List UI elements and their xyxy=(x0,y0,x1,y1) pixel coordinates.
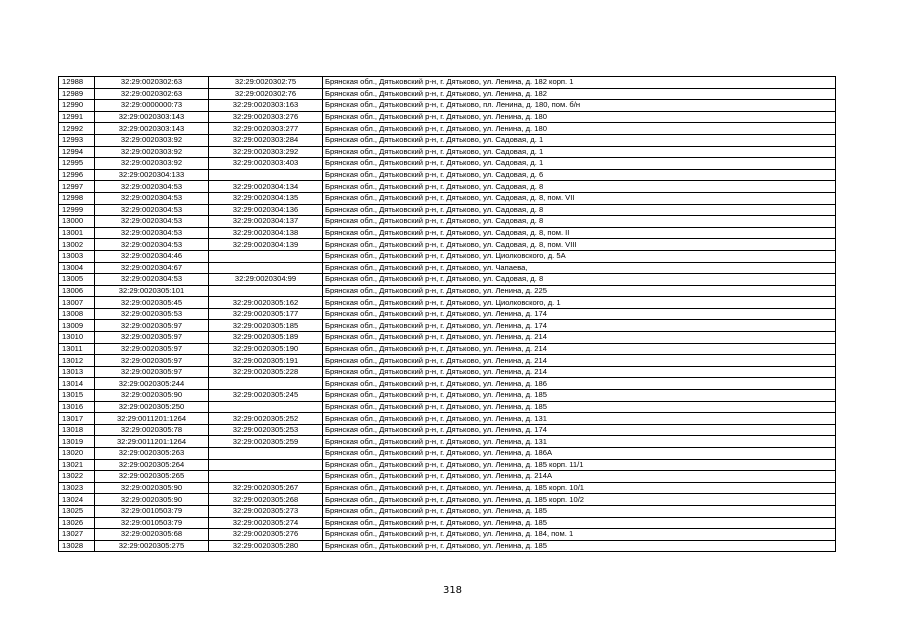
address-cell: Брянская обл., Дятьковский р-н, г. Дятьково, ул. Ленина, д. 131 xyxy=(323,436,836,448)
address-cell: Брянская обл., Дятьковский р-н, г. Дятьково, ул. Ленина, д. 180 xyxy=(323,123,836,135)
table-row xyxy=(59,401,836,413)
address-cell: Брянская обл., Дятьковский р-н, г. Дятьково, ул. Ленина, д. 225 xyxy=(323,285,836,297)
cadastral-number-cell: 32:29:0020305:250 xyxy=(95,401,209,413)
row-number-cell: 13003 xyxy=(59,250,95,262)
cadastral-number-cell: 32:29:0010503:79 xyxy=(95,505,209,517)
row-number-cell: 13025 xyxy=(59,505,95,517)
object-number-cell: 32:29:0020305:274 xyxy=(209,517,323,529)
row-number-cell: 13021 xyxy=(59,459,95,471)
table-row xyxy=(59,216,836,228)
table-row xyxy=(59,471,836,483)
cadastral-number-cell: 32:29:0020305:90 xyxy=(95,494,209,506)
cadastral-number-cell: 32:29:0020304:53 xyxy=(95,216,209,228)
table-row xyxy=(59,424,836,436)
address-cell: Брянская обл., Дятьковский р-н, г. Дятьково, ул. Ленина, д. 185 xyxy=(323,390,836,402)
row-number-cell: 12996 xyxy=(59,169,95,181)
address-cell: Брянская обл., Дятьковский р-н, г. Дятьково, ул. Ленина, д. 182 корп. 1 xyxy=(323,77,836,89)
address-cell: Брянская обл., Дятьковский р-н, г. Дятьково, ул. Ленина, д. 214 xyxy=(323,355,836,367)
row-number-cell: 13008 xyxy=(59,308,95,320)
cadastral-number-cell: 32:29:0020305:90 xyxy=(95,482,209,494)
cadastral-number-cell: 32:29:0020305:264 xyxy=(95,459,209,471)
row-number-cell: 13013 xyxy=(59,366,95,378)
object-number-cell: 32:29:0020302:76 xyxy=(209,88,323,100)
table-row xyxy=(59,274,836,286)
object-number-cell xyxy=(209,401,323,413)
address-cell: Брянская обл., Дятьковский р-н, г. Дятьково, ул. Садовая, д. 8 xyxy=(323,274,836,286)
object-number-cell: 32:29:0020305:245 xyxy=(209,390,323,402)
object-number-cell: 32:29:0020303:277 xyxy=(209,123,323,135)
address-cell: Брянская обл., Дятьковский р-н, г. Дятьково, ул. Ленина, д. 174 xyxy=(323,320,836,332)
object-number-cell: 32:29:0020305:268 xyxy=(209,494,323,506)
cadastral-number-cell: 32:29:0020304:53 xyxy=(95,181,209,193)
address-cell: Брянская обл., Дятьковский р-н, г. Дятьково, ул. Циолковского, д. 1 xyxy=(323,297,836,309)
object-number-cell: 32:29:0020305:185 xyxy=(209,320,323,332)
object-number-cell: 32:29:0020305:273 xyxy=(209,505,323,517)
row-number-cell: 13009 xyxy=(59,320,95,332)
cadastral-number-cell: 32:29:0011201:1264 xyxy=(95,436,209,448)
object-number-cell: 32:29:0020303:284 xyxy=(209,134,323,146)
object-number-cell xyxy=(209,378,323,390)
cadastral-number-cell: 32:29:0020303:143 xyxy=(95,123,209,135)
address-cell: Брянская обл., Дятьковский р-н, г. Дятьково, пл. Ленина, д. 180, пом. б/н xyxy=(323,100,836,112)
cadastral-number-cell: 32:29:0020305:97 xyxy=(95,320,209,332)
table-row xyxy=(59,227,836,239)
address-cell: Брянская обл., Дятьковский р-н, г. Дятьково, ул. Ленина, д. 214А xyxy=(323,471,836,483)
row-number-cell: 13027 xyxy=(59,529,95,541)
cadastral-number-cell: 32:29:0020302:63 xyxy=(95,77,209,89)
address-cell: Брянская обл., Дятьковский р-н, г. Дятьково, ул. Ленина, д. 185 xyxy=(323,401,836,413)
row-number-cell: 13007 xyxy=(59,297,95,309)
object-number-cell: 32:29:0020305:276 xyxy=(209,529,323,541)
row-number-cell: 13011 xyxy=(59,343,95,355)
cadastral-number-cell: 32:29:0020304:133 xyxy=(95,169,209,181)
object-number-cell: 32:29:0020304:134 xyxy=(209,181,323,193)
cadastral-number-cell: 32:29:0020305:97 xyxy=(95,355,209,367)
cadastral-number-cell: 32:29:0020304:53 xyxy=(95,274,209,286)
cadastral-number-cell: 32:29:0020305:101 xyxy=(95,285,209,297)
address-cell: Брянская обл., Дятьковский р-н, г. Дятьково, ул. Ленина, д. 174 xyxy=(323,424,836,436)
address-cell: Брянская обл., Дятьковский р-н, г. Дятьково, ул. Ленина, д. 180 xyxy=(323,111,836,123)
cadastral-number-cell: 32:29:0020303:143 xyxy=(95,111,209,123)
address-cell: Брянская обл., Дятьковский р-н, г. Дятьково, ул. Садовая, д. 8 xyxy=(323,181,836,193)
table-row xyxy=(59,482,836,494)
table-row xyxy=(59,355,836,367)
cadastral-number-cell: 32:29:0020305:97 xyxy=(95,343,209,355)
table-row xyxy=(59,413,836,425)
row-number-cell: 13006 xyxy=(59,285,95,297)
table-row xyxy=(59,88,836,100)
cadastral-number-cell: 32:29:0020304:53 xyxy=(95,192,209,204)
row-number-cell: 13016 xyxy=(59,401,95,413)
row-number-cell: 13017 xyxy=(59,413,95,425)
cadastral-number-cell: 32:29:0020305:53 xyxy=(95,308,209,320)
table-row xyxy=(59,297,836,309)
table-row xyxy=(59,192,836,204)
cadastral-number-cell: 32:29:0020303:92 xyxy=(95,158,209,170)
table-row xyxy=(59,169,836,181)
address-cell: Брянская обл., Дятьковский р-н, г. Дятьково, ул. Садовая, д. 8, пом. VII xyxy=(323,192,836,204)
row-number-cell: 13026 xyxy=(59,517,95,529)
cadastral-number-cell: 32:29:0020303:92 xyxy=(95,134,209,146)
table-row xyxy=(59,448,836,460)
row-number-cell: 12989 xyxy=(59,88,95,100)
address-cell: Брянская обл., Дятьковский р-н, г. Дятьково, ул. Садовая, д. 1 xyxy=(323,134,836,146)
address-cell: Брянская обл., Дятьковский р-н, г. Дятьково, ул. Ленина, д. 214 xyxy=(323,332,836,344)
cadastral-number-cell: 32:29:0011201:1264 xyxy=(95,413,209,425)
row-number-cell: 13024 xyxy=(59,494,95,506)
address-cell: Брянская обл., Дятьковский р-н, г. Дятьково, ул. Ленина, д. 182 xyxy=(323,88,836,100)
cadastral-number-cell: 32:29:0020304:53 xyxy=(95,204,209,216)
object-number-cell: 32:29:0020304:138 xyxy=(209,227,323,239)
address-cell: Брянская обл., Дятьковский р-н, г. Дятьково, ул. Ленина, д. 184, пом. 1 xyxy=(323,529,836,541)
address-cell: Брянская обл., Дятьковский р-н, г. Дятьково, ул. Циолковского, д. 5А xyxy=(323,250,836,262)
table-row xyxy=(59,146,836,158)
row-number-cell: 13018 xyxy=(59,424,95,436)
table-row xyxy=(59,540,836,552)
table-row xyxy=(59,77,836,89)
address-cell: Брянская обл., Дятьковский р-н, г. Дятьково, ул. Ленина, д. 131 xyxy=(323,413,836,425)
object-number-cell: 32:29:0020303:276 xyxy=(209,111,323,123)
cadastral-number-cell: 32:29:0020305:265 xyxy=(95,471,209,483)
object-number-cell xyxy=(209,471,323,483)
table-row xyxy=(59,494,836,506)
row-number-cell: 13028 xyxy=(59,540,95,552)
object-number-cell xyxy=(209,262,323,274)
row-number-cell: 12993 xyxy=(59,134,95,146)
address-cell: Брянская обл., Дятьковский р-н, г. Дятьково, ул. Ленина, д. 186 xyxy=(323,378,836,390)
object-number-cell: 32:29:0020305:259 xyxy=(209,436,323,448)
page-number: 318 xyxy=(442,585,463,596)
table-row xyxy=(59,343,836,355)
cadastral-number-cell: 32:29:0020305:90 xyxy=(95,390,209,402)
cadastral-number-cell: 32:29:0020303:92 xyxy=(95,146,209,158)
row-number-cell: 13010 xyxy=(59,332,95,344)
table-row xyxy=(59,517,836,529)
object-number-cell xyxy=(209,169,323,181)
cadastral-number-cell: 32:29:0000000:73 xyxy=(95,100,209,112)
object-number-cell: 32:29:0020305:267 xyxy=(209,482,323,494)
cadastral-number-cell: 32:29:0020302:63 xyxy=(95,88,209,100)
table-row xyxy=(59,308,836,320)
object-number-cell xyxy=(209,459,323,471)
cadastral-number-cell: 32:29:0020305:244 xyxy=(95,378,209,390)
row-number-cell: 13019 xyxy=(59,436,95,448)
table-row xyxy=(59,332,836,344)
address-cell: Брянская обл., Дятьковский р-н, г. Дятьково, ул. Садовая, д. 1 xyxy=(323,146,836,158)
row-number-cell: 13012 xyxy=(59,355,95,367)
object-number-cell xyxy=(209,285,323,297)
table-row xyxy=(59,134,836,146)
table-row xyxy=(59,378,836,390)
table-row xyxy=(59,262,836,274)
cadastral-number-cell: 32:29:0020305:68 xyxy=(95,529,209,541)
table-row xyxy=(59,239,836,251)
cadastral-number-cell: 32:29:0020305:78 xyxy=(95,424,209,436)
object-number-cell: 32:29:0020303:403 xyxy=(209,158,323,170)
row-number-cell: 13022 xyxy=(59,471,95,483)
row-number-cell: 13014 xyxy=(59,378,95,390)
cadastral-number-cell: 32:29:0020304:53 xyxy=(95,227,209,239)
cadastral-number-cell: 32:29:0020305:263 xyxy=(95,448,209,460)
object-number-cell: 32:29:0020305:162 xyxy=(209,297,323,309)
row-number-cell: 12998 xyxy=(59,192,95,204)
table-row xyxy=(59,459,836,471)
row-number-cell: 13000 xyxy=(59,216,95,228)
table-row xyxy=(59,250,836,262)
table-row xyxy=(59,366,836,378)
table-row xyxy=(59,181,836,193)
row-number-cell: 12999 xyxy=(59,204,95,216)
registry-table-body xyxy=(59,77,836,552)
object-number-cell: 32:29:0020304:137 xyxy=(209,216,323,228)
address-cell: Брянская обл., Дятьковский р-н, г. Дятьково, ул. Ленина, д. 185 xyxy=(323,540,836,552)
address-cell: Брянская обл., Дятьковский р-н, г. Дятьково, ул. Ленина, д. 174 xyxy=(323,308,836,320)
row-number-cell: 12994 xyxy=(59,146,95,158)
object-number-cell: 32:29:0020305:191 xyxy=(209,355,323,367)
table-row xyxy=(59,158,836,170)
row-number-cell: 13015 xyxy=(59,390,95,402)
cadastral-registry-table xyxy=(58,76,836,552)
row-number-cell: 13002 xyxy=(59,239,95,251)
object-number-cell: 32:29:0020305:253 xyxy=(209,424,323,436)
row-number-cell: 13004 xyxy=(59,262,95,274)
object-number-cell xyxy=(209,250,323,262)
object-number-cell: 32:29:0020303:292 xyxy=(209,146,323,158)
table-row xyxy=(59,505,836,517)
cadastral-number-cell: 32:29:0020304:53 xyxy=(95,239,209,251)
object-number-cell: 32:29:0020304:99 xyxy=(209,274,323,286)
address-cell: Брянская обл., Дятьковский р-н, г. Дятьково, ул. Садовая, д. 6 xyxy=(323,169,836,181)
address-cell: Брянская обл., Дятьковский р-н, г. Дятьково, ул. Ленина, д. 185 xyxy=(323,517,836,529)
row-number-cell: 13001 xyxy=(59,227,95,239)
row-number-cell: 13023 xyxy=(59,482,95,494)
cadastral-number-cell: 32:29:0020305:275 xyxy=(95,540,209,552)
row-number-cell: 13020 xyxy=(59,448,95,460)
address-cell: Брянская обл., Дятьковский р-н, г. Дятьково, ул. Чапаева, xyxy=(323,262,836,274)
address-cell: Брянская обл., Дятьковский р-н, г. Дятьково, ул. Ленина, д. 185 корп. 10/1 xyxy=(323,482,836,494)
address-cell: Брянская обл., Дятьковский р-н, г. Дятьково, ул. Ленина, д. 185 xyxy=(323,505,836,517)
cadastral-number-cell: 32:29:0020304:46 xyxy=(95,250,209,262)
row-number-cell: 12990 xyxy=(59,100,95,112)
address-cell: Брянская обл., Дятьковский р-н, г. Дятьково, ул. Садовая, д. 8 xyxy=(323,204,836,216)
address-cell: Брянская обл., Дятьковский р-н, г. Дятьково, ул. Садовая, д. 8 xyxy=(323,216,836,228)
object-number-cell: 32:29:0020305:252 xyxy=(209,413,323,425)
row-number-cell: 12988 xyxy=(59,77,95,89)
cadastral-number-cell: 32:29:0020305:97 xyxy=(95,332,209,344)
row-number-cell: 12995 xyxy=(59,158,95,170)
object-number-cell: 32:29:0020305:228 xyxy=(209,366,323,378)
table-row xyxy=(59,100,836,112)
object-number-cell: 32:29:0020305:177 xyxy=(209,308,323,320)
address-cell: Брянская обл., Дятьковский р-н, г. Дятьково, ул. Садовая, д. 8, пом. II xyxy=(323,227,836,239)
object-number-cell: 32:29:0020304:135 xyxy=(209,192,323,204)
address-cell: Брянская обл., Дятьковский р-н, г. Дятьково, ул. Ленина, д. 214 xyxy=(323,343,836,355)
cadastral-number-cell: 32:29:0020305:97 xyxy=(95,366,209,378)
object-number-cell: 32:29:0020304:136 xyxy=(209,204,323,216)
object-number-cell xyxy=(209,448,323,460)
address-cell: Брянская обл., Дятьковский р-н, г. Дятьково, ул. Садовая, д. 1 xyxy=(323,158,836,170)
row-number-cell: 12991 xyxy=(59,111,95,123)
object-number-cell: 32:29:0020303:163 xyxy=(209,100,323,112)
address-cell: Брянская обл., Дятьковский р-н, г. Дятьково, ул. Ленина, д. 185 корп. 11/1 xyxy=(323,459,836,471)
object-number-cell: 32:29:0020302:75 xyxy=(209,77,323,89)
row-number-cell: 12992 xyxy=(59,123,95,135)
table-row xyxy=(59,436,836,448)
address-cell: Брянская обл., Дятьковский р-н, г. Дятьково, ул. Ленина, д. 186А xyxy=(323,448,836,460)
object-number-cell: 32:29:0020305:190 xyxy=(209,343,323,355)
table-row xyxy=(59,123,836,135)
row-number-cell: 13005 xyxy=(59,274,95,286)
cadastral-number-cell: 32:29:0020304:67 xyxy=(95,262,209,274)
table-row xyxy=(59,390,836,402)
address-cell: Брянская обл., Дятьковский р-н, г. Дятьково, ул. Ленина, д. 214 xyxy=(323,366,836,378)
table-row xyxy=(59,320,836,332)
table-row xyxy=(59,529,836,541)
table-row xyxy=(59,111,836,123)
cadastral-number-cell: 32:29:0010503:79 xyxy=(95,517,209,529)
table-row xyxy=(59,285,836,297)
address-cell: Брянская обл., Дятьковский р-н, г. Дятьково, ул. Ленина, д. 185 корп. 10/2 xyxy=(323,494,836,506)
object-number-cell: 32:29:0020305:189 xyxy=(209,332,323,344)
object-number-cell: 32:29:0020304:139 xyxy=(209,239,323,251)
object-number-cell: 32:29:0020305:280 xyxy=(209,540,323,552)
table-row xyxy=(59,204,836,216)
row-number-cell: 12997 xyxy=(59,181,95,193)
address-cell: Брянская обл., Дятьковский р-н, г. Дятьково, ул. Садовая, д. 8, пом. VIII xyxy=(323,239,836,251)
cadastral-number-cell: 32:29:0020305:45 xyxy=(95,297,209,309)
